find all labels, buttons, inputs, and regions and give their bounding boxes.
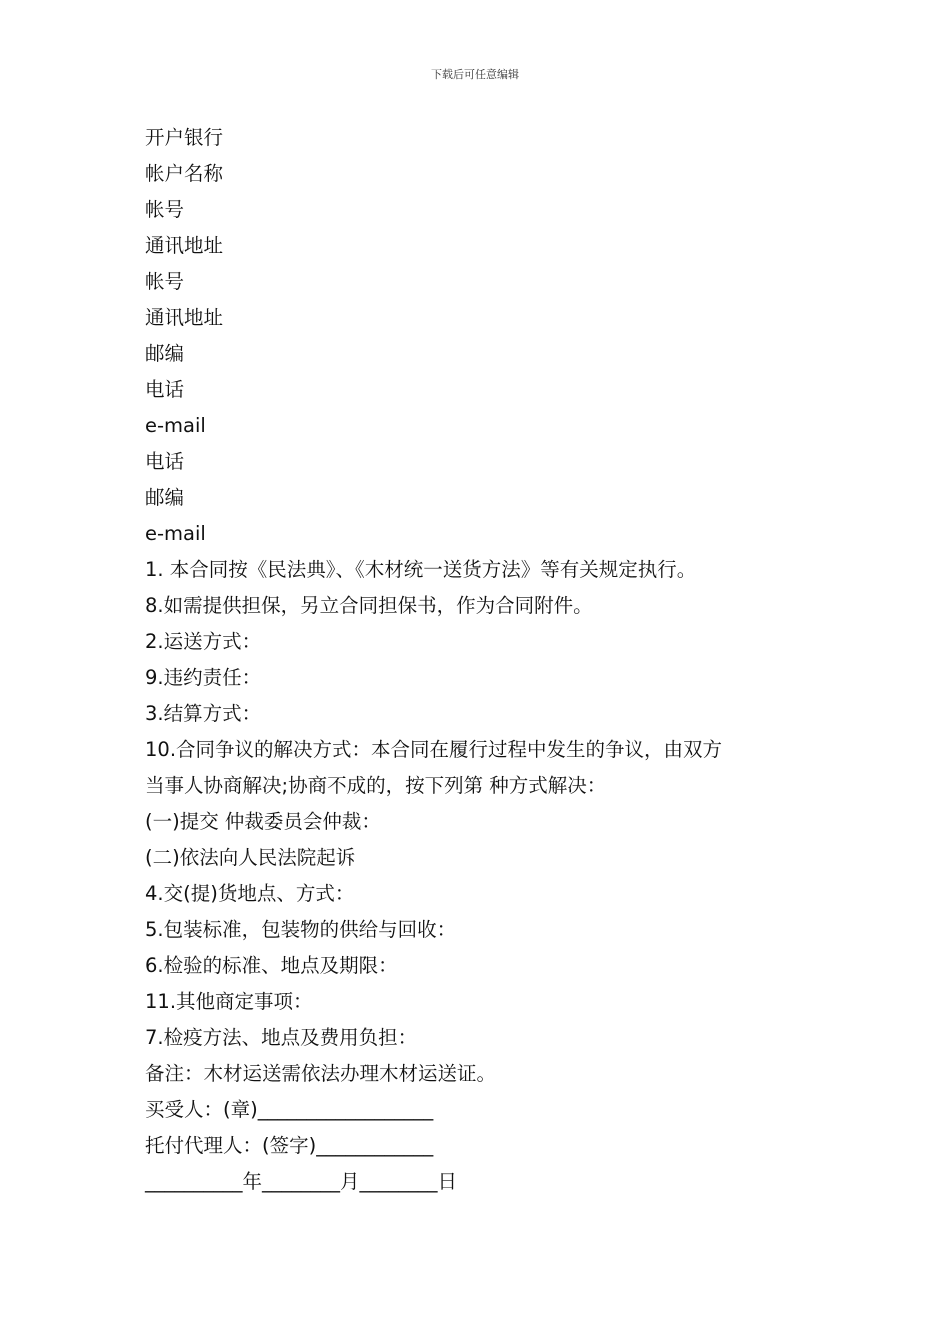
option-arbitration: (一)提交 仲裁委员会仲裁： bbox=[145, 810, 381, 833]
clause-6: 6.检验的标准、地点及期限： bbox=[145, 954, 398, 977]
field-email-2: e-mail bbox=[145, 522, 206, 545]
clause-5: 5.包装标准，包装物的供给与回收： bbox=[145, 918, 457, 941]
clause-11: 11.其他商定事项： bbox=[145, 990, 313, 1013]
clause-9: 9.违约责任： bbox=[145, 666, 262, 689]
field-address-2: 通讯地址 bbox=[145, 306, 224, 329]
clause-10-line-1: 10.合同争议的解决方式：本合同在履行过程中发生的争议，由双方 bbox=[145, 738, 723, 761]
field-phone-2: 电话 bbox=[145, 450, 185, 473]
field-account-number: 帐号 bbox=[145, 198, 185, 221]
clause-10-line-2: 当事人协商解决;协商不成的，按下列第 种方式解决： bbox=[145, 774, 607, 797]
field-postcode-2: 邮编 bbox=[145, 486, 185, 509]
remark: 备注：木材运送需依法办理木材运送证。 bbox=[145, 1062, 497, 1085]
buyer-signature-line: 买受人：(章)__________________ bbox=[145, 1098, 434, 1121]
option-court: (二)依法向人民法院起诉 bbox=[145, 846, 356, 869]
field-account-number-2: 帐号 bbox=[145, 270, 185, 293]
field-email: e-mail bbox=[145, 414, 206, 437]
field-postcode: 邮编 bbox=[145, 342, 185, 365]
clause-4: 4.交(提)货地点、方式： bbox=[145, 882, 355, 905]
field-account-name: 帐户名称 bbox=[145, 162, 224, 185]
clause-2: 2.运送方式： bbox=[145, 630, 262, 653]
document-body bbox=[145, 120, 825, 1200]
clause-8: 8.如需提供担保，另立合同担保书，作为合同附件。 bbox=[145, 594, 593, 617]
clause-1: 1. 本合同按《民法典》、《木材统一送货方法》等有关规定执行。 bbox=[145, 558, 697, 581]
clause-3: 3.结算方式： bbox=[145, 702, 262, 725]
field-bank: 开户银行 bbox=[145, 126, 224, 149]
field-phone: 电话 bbox=[145, 378, 185, 401]
field-address: 通讯地址 bbox=[145, 234, 224, 257]
clause-7: 7.检疫方法、地点及费用负担： bbox=[145, 1026, 418, 1049]
page-header: 下载后可任意编辑 bbox=[431, 68, 519, 81]
agent-signature-line: 托付代理人：(签字)____________ bbox=[145, 1134, 434, 1157]
date-line: __________年________月________日 bbox=[145, 1170, 457, 1193]
